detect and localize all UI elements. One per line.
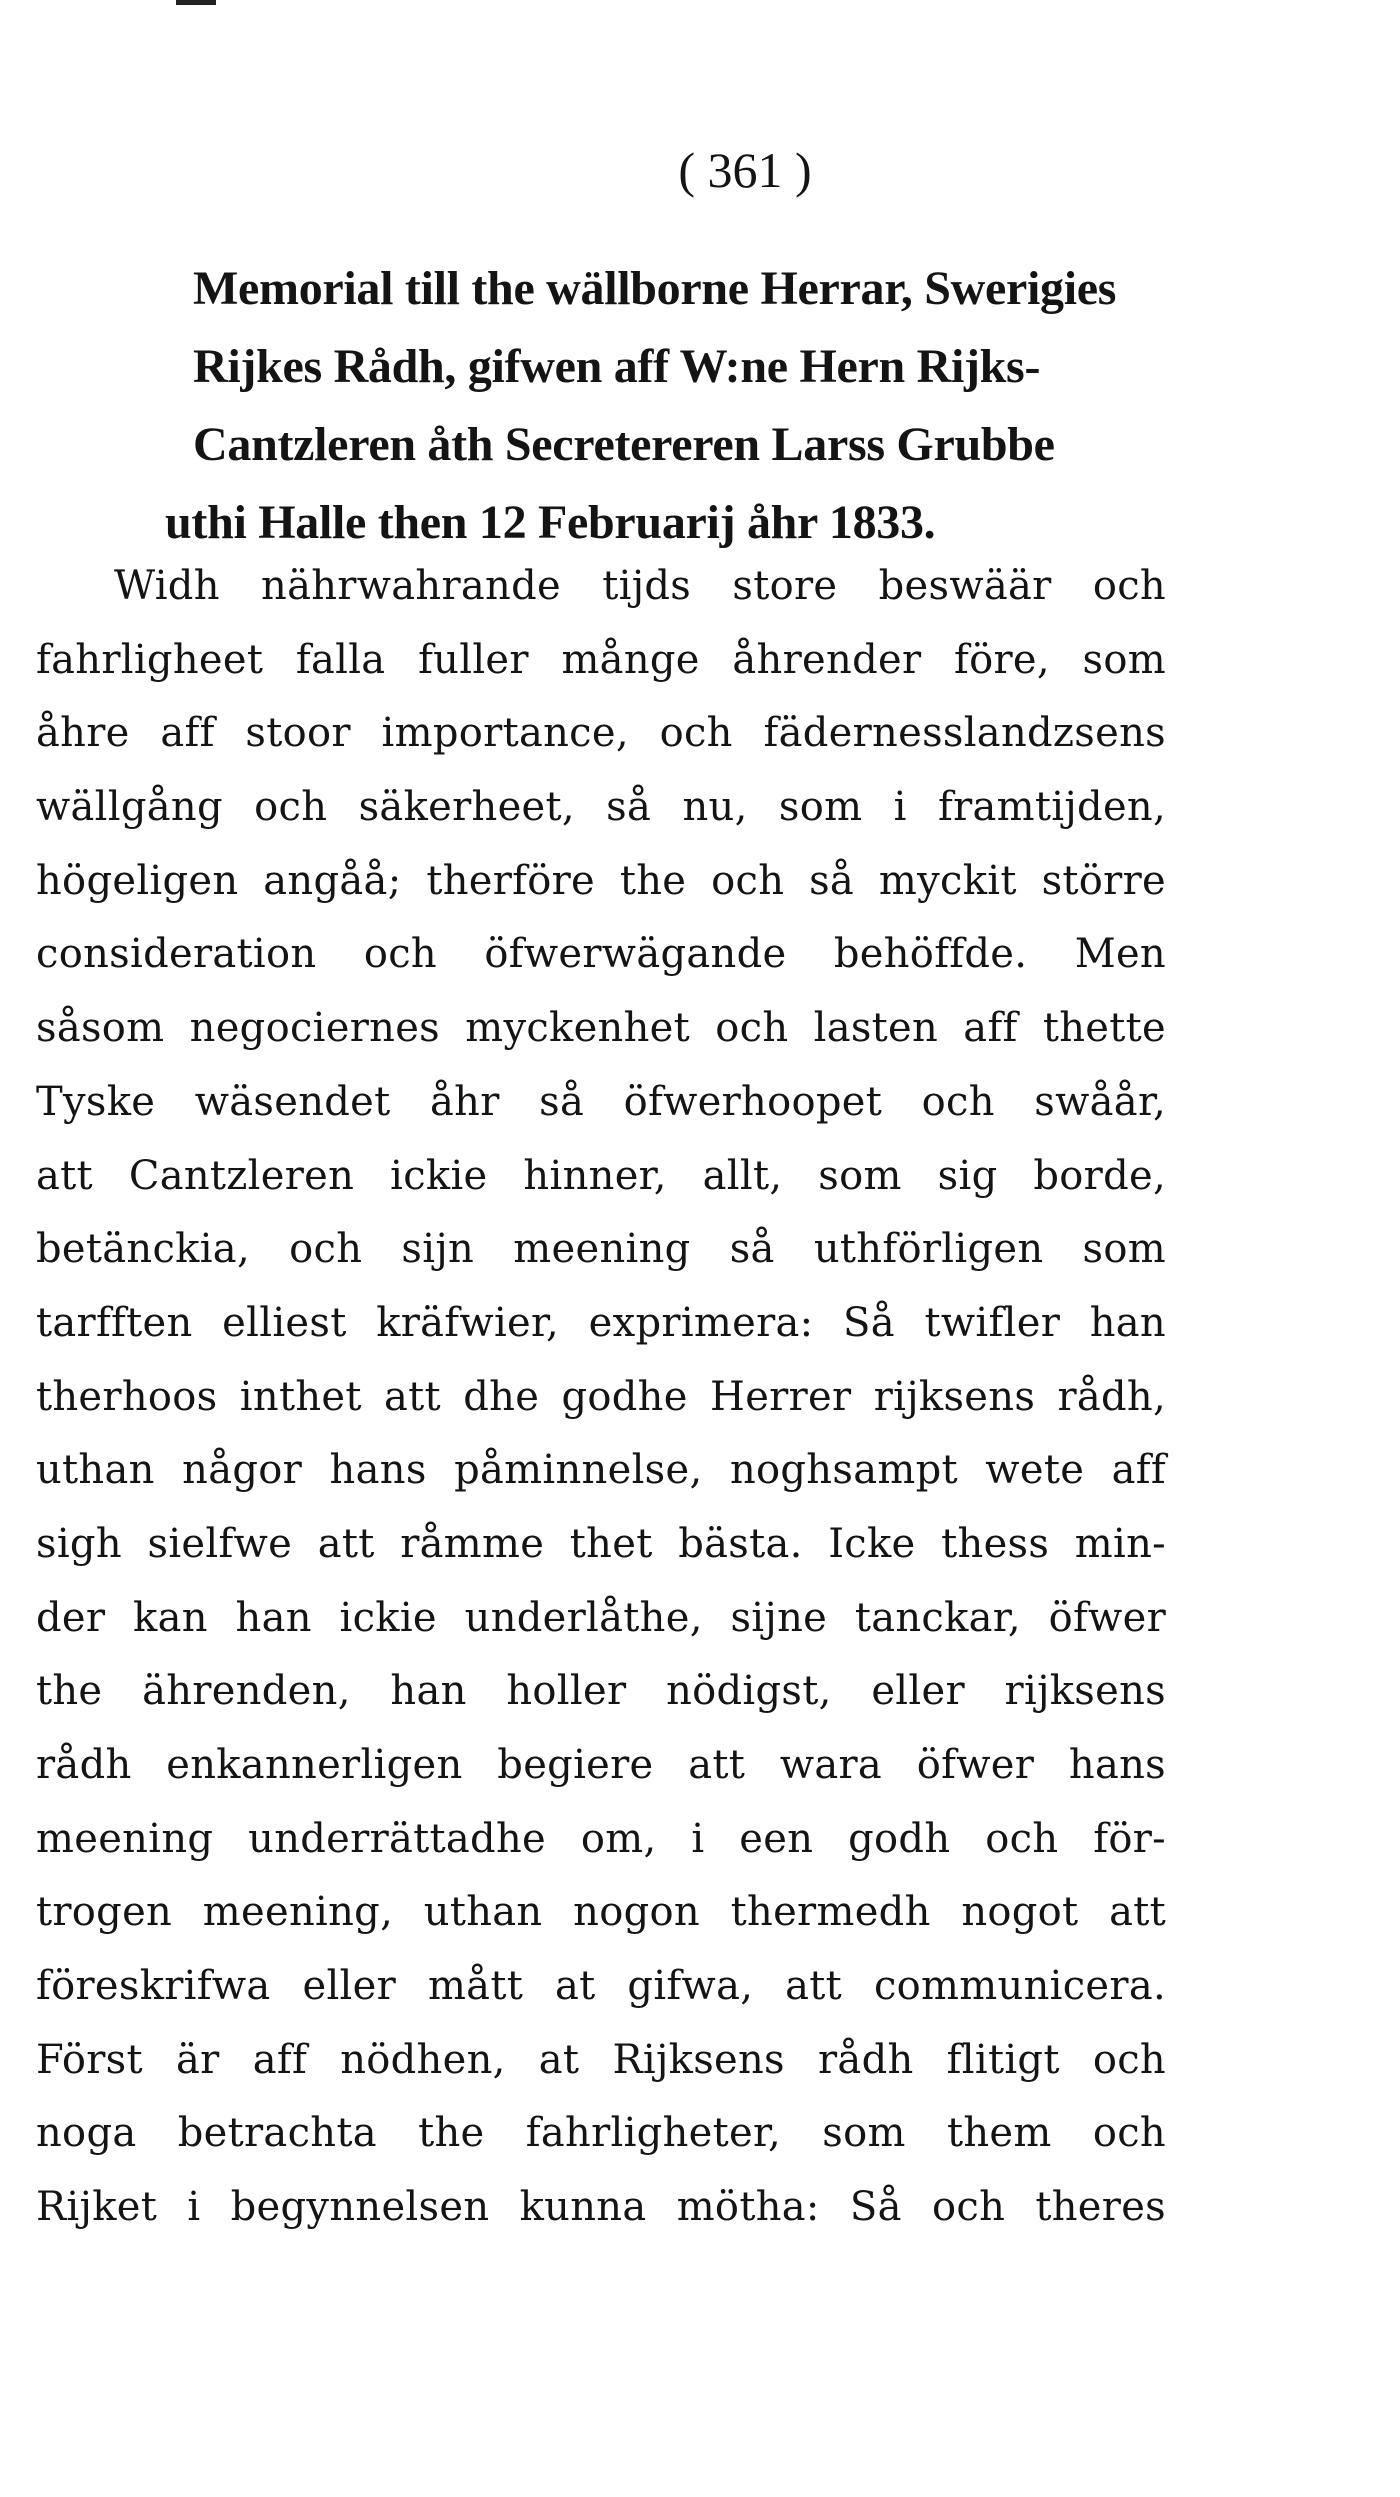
body-line: högeligen angåå; therföre the och så myckit större (36, 857, 1166, 904)
heading-line: uthi Halle then 12 Februarij åhr 1833. (165, 496, 936, 549)
heading-line: Rijkes Rådh, gifwen aff W:ne Hern Rijks- (193, 340, 1041, 393)
document-heading (165, 250, 1165, 562)
body-line: noga betrachta the fahrligheter, som them och (36, 2110, 1166, 2157)
body-line: rådh enkannerligen begiere att wara öfwer hans (36, 1742, 1166, 1788)
body-line: fahrligheet falla fuller månge åhrender före, som (36, 636, 1166, 683)
body-line: Widh nährwahrande tijds store beswäär och (114, 563, 1166, 609)
body-line: betänckia, och sijn meening så uthförligen som (36, 1226, 1166, 1273)
body-line: såsom negociernes myckenhet och lasten aff thette (36, 1005, 1166, 1052)
body-line: therhoos inthet att dhe godhe Herrer rijksens rådh, (36, 1373, 1166, 1420)
body-line: trogen meening, uthan nogon thermedh nogot att (36, 1889, 1166, 1936)
body-line: uthan någor hans påminnelse, noghsampt wete aff (36, 1447, 1166, 1494)
body-line: tarfften elliest kräfwier, exprimera: Så twifler han (36, 1299, 1166, 1346)
body-line: sigh sielfwe att råmme thet bästa. Icke thess min- (36, 1520, 1166, 1567)
body-line: att Cantzleren ickie hinner, allt, som sig borde, (36, 1152, 1166, 1199)
heading-line: Cantzleren åth Secretereren Larss Grubbe (193, 418, 1055, 471)
page-number: ( 361 ) (678, 142, 812, 198)
body-line: Tyske wäsendet åhr så öfwerhoopet och swåår, (36, 1078, 1166, 1125)
body-line: Rijket i begynnelsen kunna mötha: Så och theres (36, 2184, 1166, 2231)
body-line: åhre aff stoor importance, och fädernesslandzsens (36, 710, 1166, 757)
body-line: der kan han ickie underlåthe, sijne tanckar, öfwer (36, 1594, 1166, 1641)
body-line: wällgång och säkerheet, så nu, som i framtijden, (36, 784, 1166, 831)
body-line: föreskrifwa eller mått at gifwa, att communicera. (36, 1963, 1166, 2010)
body-line: Först är aff nödhen, at Rijksens rådh flitigt och (36, 2036, 1166, 2083)
scan-mark (176, 0, 216, 5)
body-line: the ährenden, han holler nödigst, eller rijksens (36, 1668, 1166, 1715)
body-line: consideration och öfwerwägande behöffde. Men (36, 931, 1166, 978)
heading-line: Memorial till the wällborne Herrar, Swerigies (193, 262, 1117, 315)
body-line: meening underrättadhe om, i een godh och för- (36, 1815, 1166, 1862)
body-text (36, 550, 1166, 2245)
